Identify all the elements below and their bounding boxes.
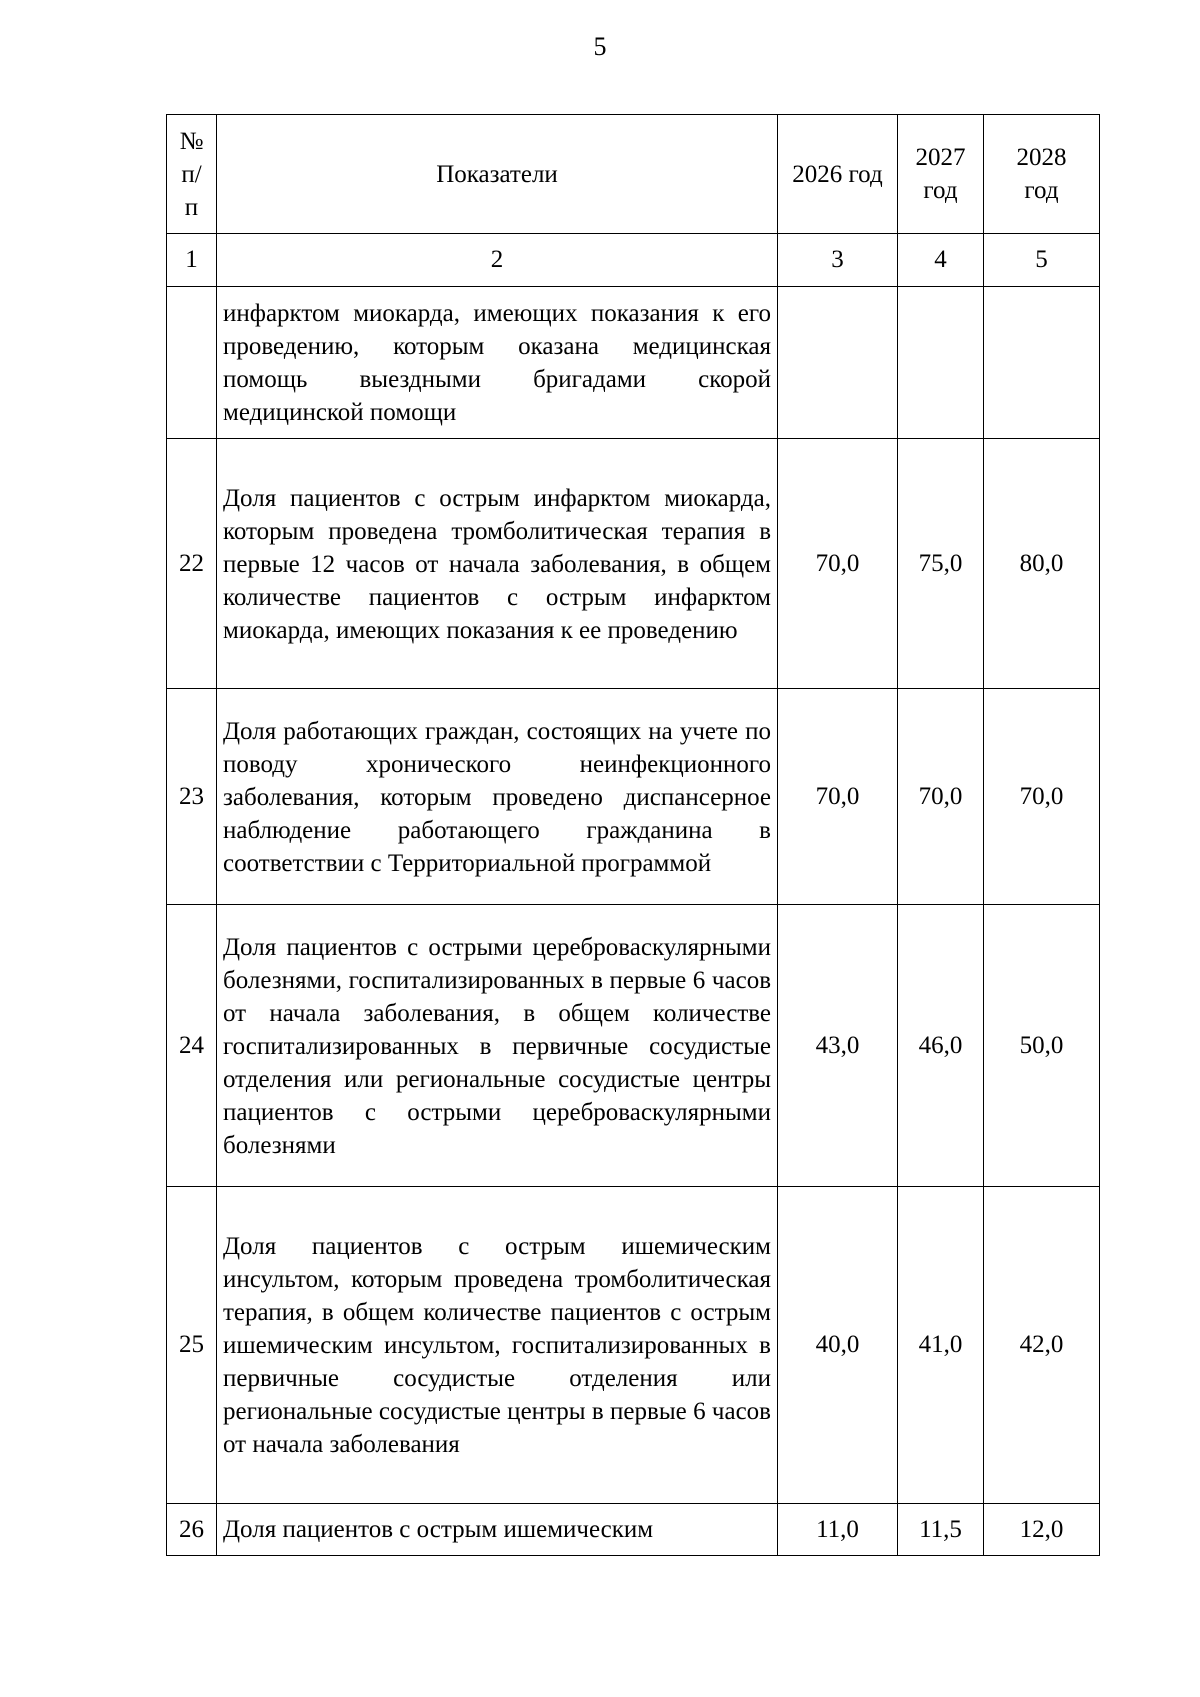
value-2028: 50,0 — [984, 905, 1100, 1187]
value-2027: 75,0 — [898, 439, 984, 689]
indicator-text: инфарктом миокарда, имеющих показания к его проведению, которым оказана медицинская помощь выездными бригадами скорой медицинской помощи — [223, 300, 771, 426]
value-2027: 41,0 — [898, 1187, 984, 1504]
column-number: 1 — [167, 234, 217, 287]
row-indicator — [217, 287, 778, 439]
value-2027: 46,0 — [898, 905, 984, 1187]
value-2028: 42,0 — [984, 1187, 1100, 1504]
row-indicator — [217, 689, 778, 905]
table-row — [167, 689, 1100, 905]
header-num-cell — [167, 115, 217, 234]
value-2028: 70,0 — [984, 689, 1100, 905]
row-indicator — [217, 1504, 778, 1556]
indicators-table — [166, 114, 1100, 1556]
header-num-line: № — [179, 127, 204, 155]
table-row — [167, 439, 1100, 689]
header-2028-line: 2028 — [1016, 144, 1067, 171]
value-2028: 12,0 — [984, 1504, 1100, 1556]
value-2027: 11,5 — [898, 1504, 984, 1556]
value-2026 — [778, 287, 898, 439]
value-2028: 80,0 — [984, 439, 1100, 689]
value-2027: 70,0 — [898, 689, 984, 905]
row-indicator — [217, 439, 778, 689]
row-number: 24 — [167, 905, 217, 1187]
row-number: 26 — [167, 1504, 217, 1556]
indicator-text: Доля пациентов с острыми цереброваскулярными болезнями, госпитализированных в первые 6 часов от начала заболевания, в общем количестве госпитализированных в первичные сосудистые отделения или региональные сосудистые центры пациентов с острыми цереброваскулярными болезнями — [223, 933, 771, 1159]
table-row — [167, 1187, 1100, 1504]
table-header-row — [167, 115, 1100, 234]
value-2026: 70,0 — [778, 689, 898, 905]
row-number: 23 — [167, 689, 217, 905]
value-2026: 40,0 — [778, 1187, 898, 1504]
value-2026: 11,0 — [778, 1504, 898, 1556]
column-number: 3 — [778, 234, 898, 287]
row-number — [167, 287, 217, 439]
value-2026: 70,0 — [778, 439, 898, 689]
header-indicators-cell: Показатели — [217, 115, 778, 234]
header-2028-cell — [984, 115, 1100, 234]
row-number: 25 — [167, 1187, 217, 1504]
value-2027 — [898, 287, 984, 439]
column-number: 2 — [217, 234, 778, 287]
indicator-text: Доля пациентов с острым ишемическим — [223, 1516, 654, 1543]
value-2026: 43,0 — [778, 905, 898, 1187]
row-indicator — [217, 1187, 778, 1504]
header-2027-line: год — [923, 177, 958, 204]
indicator-text: Доля пациентов с острым инфарктом миокарда, которым проведена тромболитическая терапия в первые 12 часов от начала заболевания, в общем количестве пациентов с острым инфарктом миокарда, имеющих показания к ее проведению — [223, 484, 771, 644]
row-number: 22 — [167, 439, 217, 689]
indicator-text: Доля работающих граждан, состоящих на учете по поводу хронического неинфекционного заболевания, которым проведено диспансерное наблюдение работающего гражданина в соответствии с Территориальной программой — [223, 717, 771, 877]
header-2026-cell: 2026 год — [778, 115, 898, 234]
column-number: 5 — [984, 234, 1100, 287]
indicator-text: Доля пациентов с острым ишемическим инсультом, которым проведена тромболитическая терапия, в общем количестве пациентов с острым ишемическим инсультом, госпитализированных в первичные сосудистые отделения или региональные сосудистые центры в первые 6 часов от начала заболевания — [223, 1233, 771, 1458]
header-2028-line: год — [1024, 177, 1059, 204]
table-row — [167, 287, 1100, 439]
page-number: 5 — [593, 32, 607, 61]
header-num-line: п/ — [181, 160, 202, 188]
row-indicator — [217, 905, 778, 1187]
header-num-line: п — [184, 193, 199, 221]
column-numbers-row — [167, 234, 1100, 287]
header-2027-line: 2027 — [915, 144, 966, 171]
value-2028 — [984, 287, 1100, 439]
table-row — [167, 905, 1100, 1187]
header-2027-cell — [898, 115, 984, 234]
table-row — [167, 1504, 1100, 1556]
column-number: 4 — [898, 234, 984, 287]
